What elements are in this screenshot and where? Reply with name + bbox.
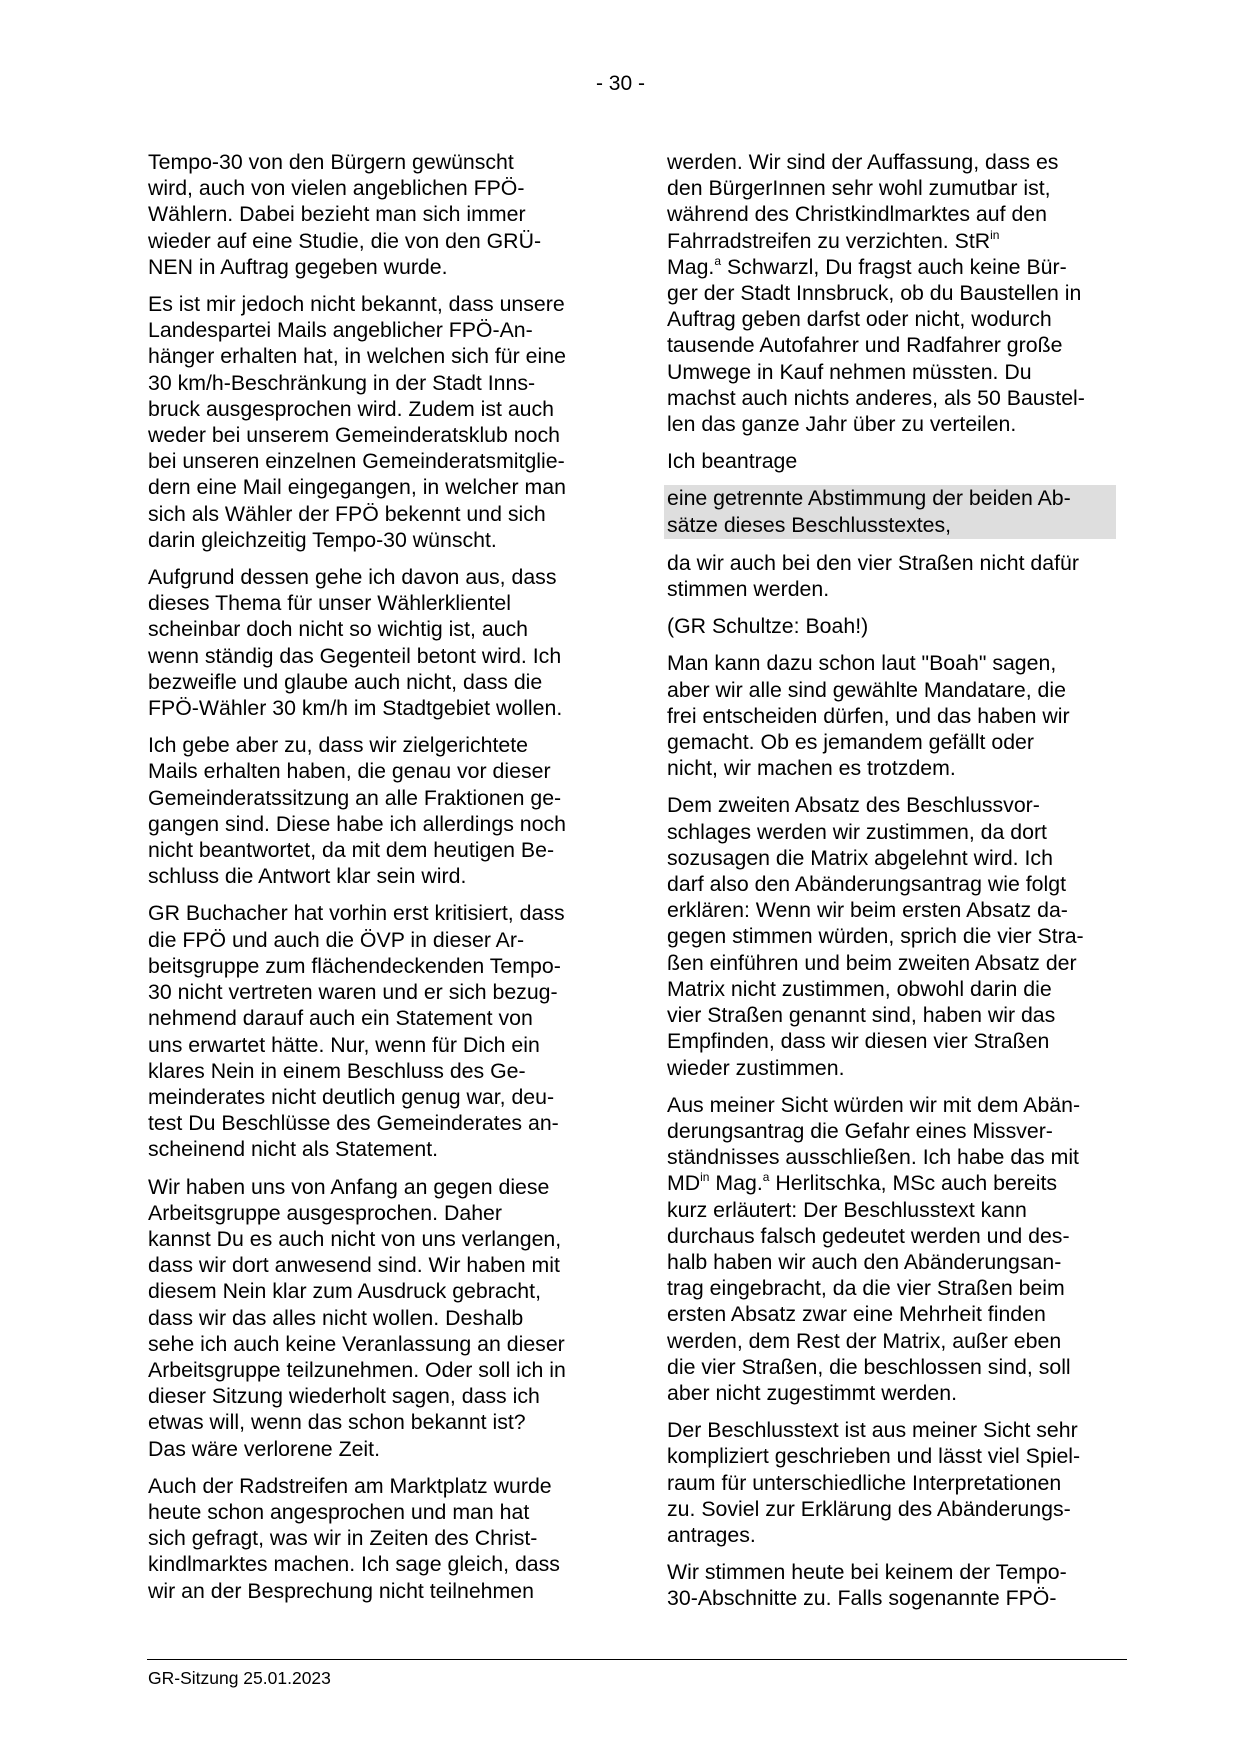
footer-session-date: GR-Sitzung 25.01.2023 xyxy=(148,1668,331,1688)
text-run: Herlitschka, MSc auch bereits kurz erläutert: Der Beschlusstext kann durchaus falsch gedeutet werden und des- halb haben wir auch den Abänderungsan- trag eingebracht, da die vier Straßen beim ersten Absatz zwar eine Mehrheit finden werden, dem Rest der Matrix, außer eben die vier Straßen, die beschlossen sind, soll aber nicht zugestimmt werden. xyxy=(667,1171,1071,1405)
paragraph: Ich gebe aber zu, dass wir zielgerichtete Mails erhalten haben, die genau vor dieser Gemeinderatssitzung an alle Fraktionen ge- gangen sind. Diese habe ich allerdings noch nicht beantwortet, da mit dem heutigen Be- schluss die Antwort klar sein wird. xyxy=(148,733,566,889)
paragraph: Wir haben uns von Anfang an gegen diese Arbeitsgruppe ausgesprochen. Daher kannst Du es auch nicht von uns verlangen, dass wir dort anwesend sind. Wir haben mit diesem Nein klar zum Ausdruck gebracht, dass wir das alles nicht wollen. Deshalb sehe ich auch keine Veranlassung an dieser Arbeitsgruppe teilzunehmen. Oder soll ich in dieser Sitzung wiederholt sagen, dass ich etwas will, wenn das schon bekannt ist? Das wäre verlorene Zeit. xyxy=(148,1174,566,1461)
text-run: werden. Wir sind der Auffassung, dass es den BürgerInnen sehr wohl zumutbar ist, während des Christkindlmarktes auf den Fahrradstreifen zu verzichten. StR xyxy=(667,150,1059,253)
superscript: a xyxy=(714,253,722,268)
superscript: in xyxy=(700,1170,710,1185)
text-run: Aus meiner Sicht würden wir mit dem Abän- derungsantrag die Gefahr eines Missver- ständnisses ausschließen. Ich habe das mit MD xyxy=(667,1092,1081,1196)
paragraph: GR Buchacher hat vorhin erst kritisiert, dass die FPÖ und auch die ÖVP in dieser Ar- beitsgruppe zum flächendeckenden Tempo- 30 nicht vertreten waren und er sich bezug- nehmend darauf auch ein Statement von uns erwartet hätte. Nur, wenn für Dich ein klares Nein in einem Beschluss des Ge- meinderates nicht deutlich genug war, deu- test Du Beschlüsse des Gemeinderates an- scheinend nicht als Statement. xyxy=(148,901,565,1162)
paragraph: Es ist mir jedoch nicht bekannt, dass unsere Landespartei Mails angeblicher FPÖ-An- hänger erhalten hat, in welchen sich für eine 30 km/h-Beschränkung in der Stadt Inns- bruck ausgesprochen wird. Zudem ist auch weder bei unserem Gemeinderatsklub noch bei unseren einzelnen Gemeinderatsmitglie- dern eine Mail eingegangen, in welcher man sich als Wähler der FPÖ bekennt und sich darin gleichzeitig Tempo-30 wünscht. xyxy=(148,292,566,552)
footer-divider xyxy=(147,1659,1127,1660)
paragraph: da wir auch bei den vier Straßen nicht dafür stimmen werden. xyxy=(667,550,1079,602)
paragraph: Der Beschlusstext ist aus meiner Sicht sehr kompliziert geschrieben und lässt viel Spiel- raum für unterschiedliche Interpretationen zu. Soviel zur Erklärung des Abänderungs- antrages. xyxy=(667,1418,1081,1547)
motion-highlight: eine getrennte Abstimmung der beiden Ab- sätze dieses Beschlusstextes, xyxy=(664,485,1116,538)
paragraph: Wir stimmen heute bei keinem der Tempo- 30-Abschnitte zu. Falls sogenannte FPÖ- xyxy=(667,1560,1067,1611)
paragraph: Ich beantrage xyxy=(667,449,798,474)
interjection: (GR Schultze: Boah!) xyxy=(667,614,869,639)
page-number: - 30 - xyxy=(595,72,645,95)
right-column xyxy=(667,149,1127,1623)
paragraph: Auch der Radstreifen am Marktplatz wurde heute schon angesprochen und man hat sich gefragt, was wir in Zeiten des Christ- kindlmarktes machen. Ich sage gleich, dass wir an der Besprechung nicht teilnehmen xyxy=(148,1473,560,1603)
text-run: Mag. xyxy=(667,254,715,279)
text-run: Mag. xyxy=(709,1171,763,1196)
paragraph: Dem zweiten Absatz des Beschlussvor- schlages werden wir zustimmen, da dort sozusagen die Matrix abgelehnt wird. Ich darf also den Abänderungsantrag wie folgt erklären: Wenn wir beim ersten Absatz da- gegen stimmen würden, sprich die vier Stra- ßen einführen und beim zweiten Absatz der Matrix nicht zustimmen, obwohl darin die vier Straßen genannt sind, haben wir das Empfinden, dass wir diesen vier Straßen wieder zustimmen. xyxy=(667,793,1084,1080)
text-run: Schwarzl, Du fragst auch keine Bür- ger der Stadt Innsbruck, ob du Baustellen in Auftrag geben darfst oder nicht, wodurch tausende Autofahrer und Radfahrer große Umwege in Kauf nehmen müssten. Du machst auch nichts anderes, als 50 Baustel- len das ganze Jahr über zu verteilen. xyxy=(667,254,1085,437)
superscript: in xyxy=(990,227,1000,242)
left-column xyxy=(148,149,596,1615)
paragraph xyxy=(667,1092,1127,1406)
paragraph: Aufgrund dessen gehe ich davon aus, dass dieses Thema für unser Wählerklientel scheinbar doch nicht so wichtig ist, auch wenn ständig das Gegenteil betont wird. Ich bezweifle und glaube auch nicht, dass die FPÖ-Wähler 30 km/h im Stadtgebiet wollen. xyxy=(148,565,563,721)
paragraph: Tempo-30 von den Bürgern gewünscht wird, auch von vielen angeblichen FPÖ- Wählern. Dabei bezieht man sich immer wieder auf eine Studie, die von den GRÜ- NEN in Auftrag gegeben wurde. xyxy=(148,150,542,279)
superscript: a xyxy=(762,1170,770,1185)
paragraph: Man kann dazu schon laut "Boah" sagen, aber wir alle sind gewählte Mandatare, die frei entscheiden dürfen, und das haben wir gemacht. Ob es jemandem gefällt oder nicht, wir machen es trotzdem. xyxy=(667,651,1070,781)
paragraph xyxy=(667,149,1127,437)
